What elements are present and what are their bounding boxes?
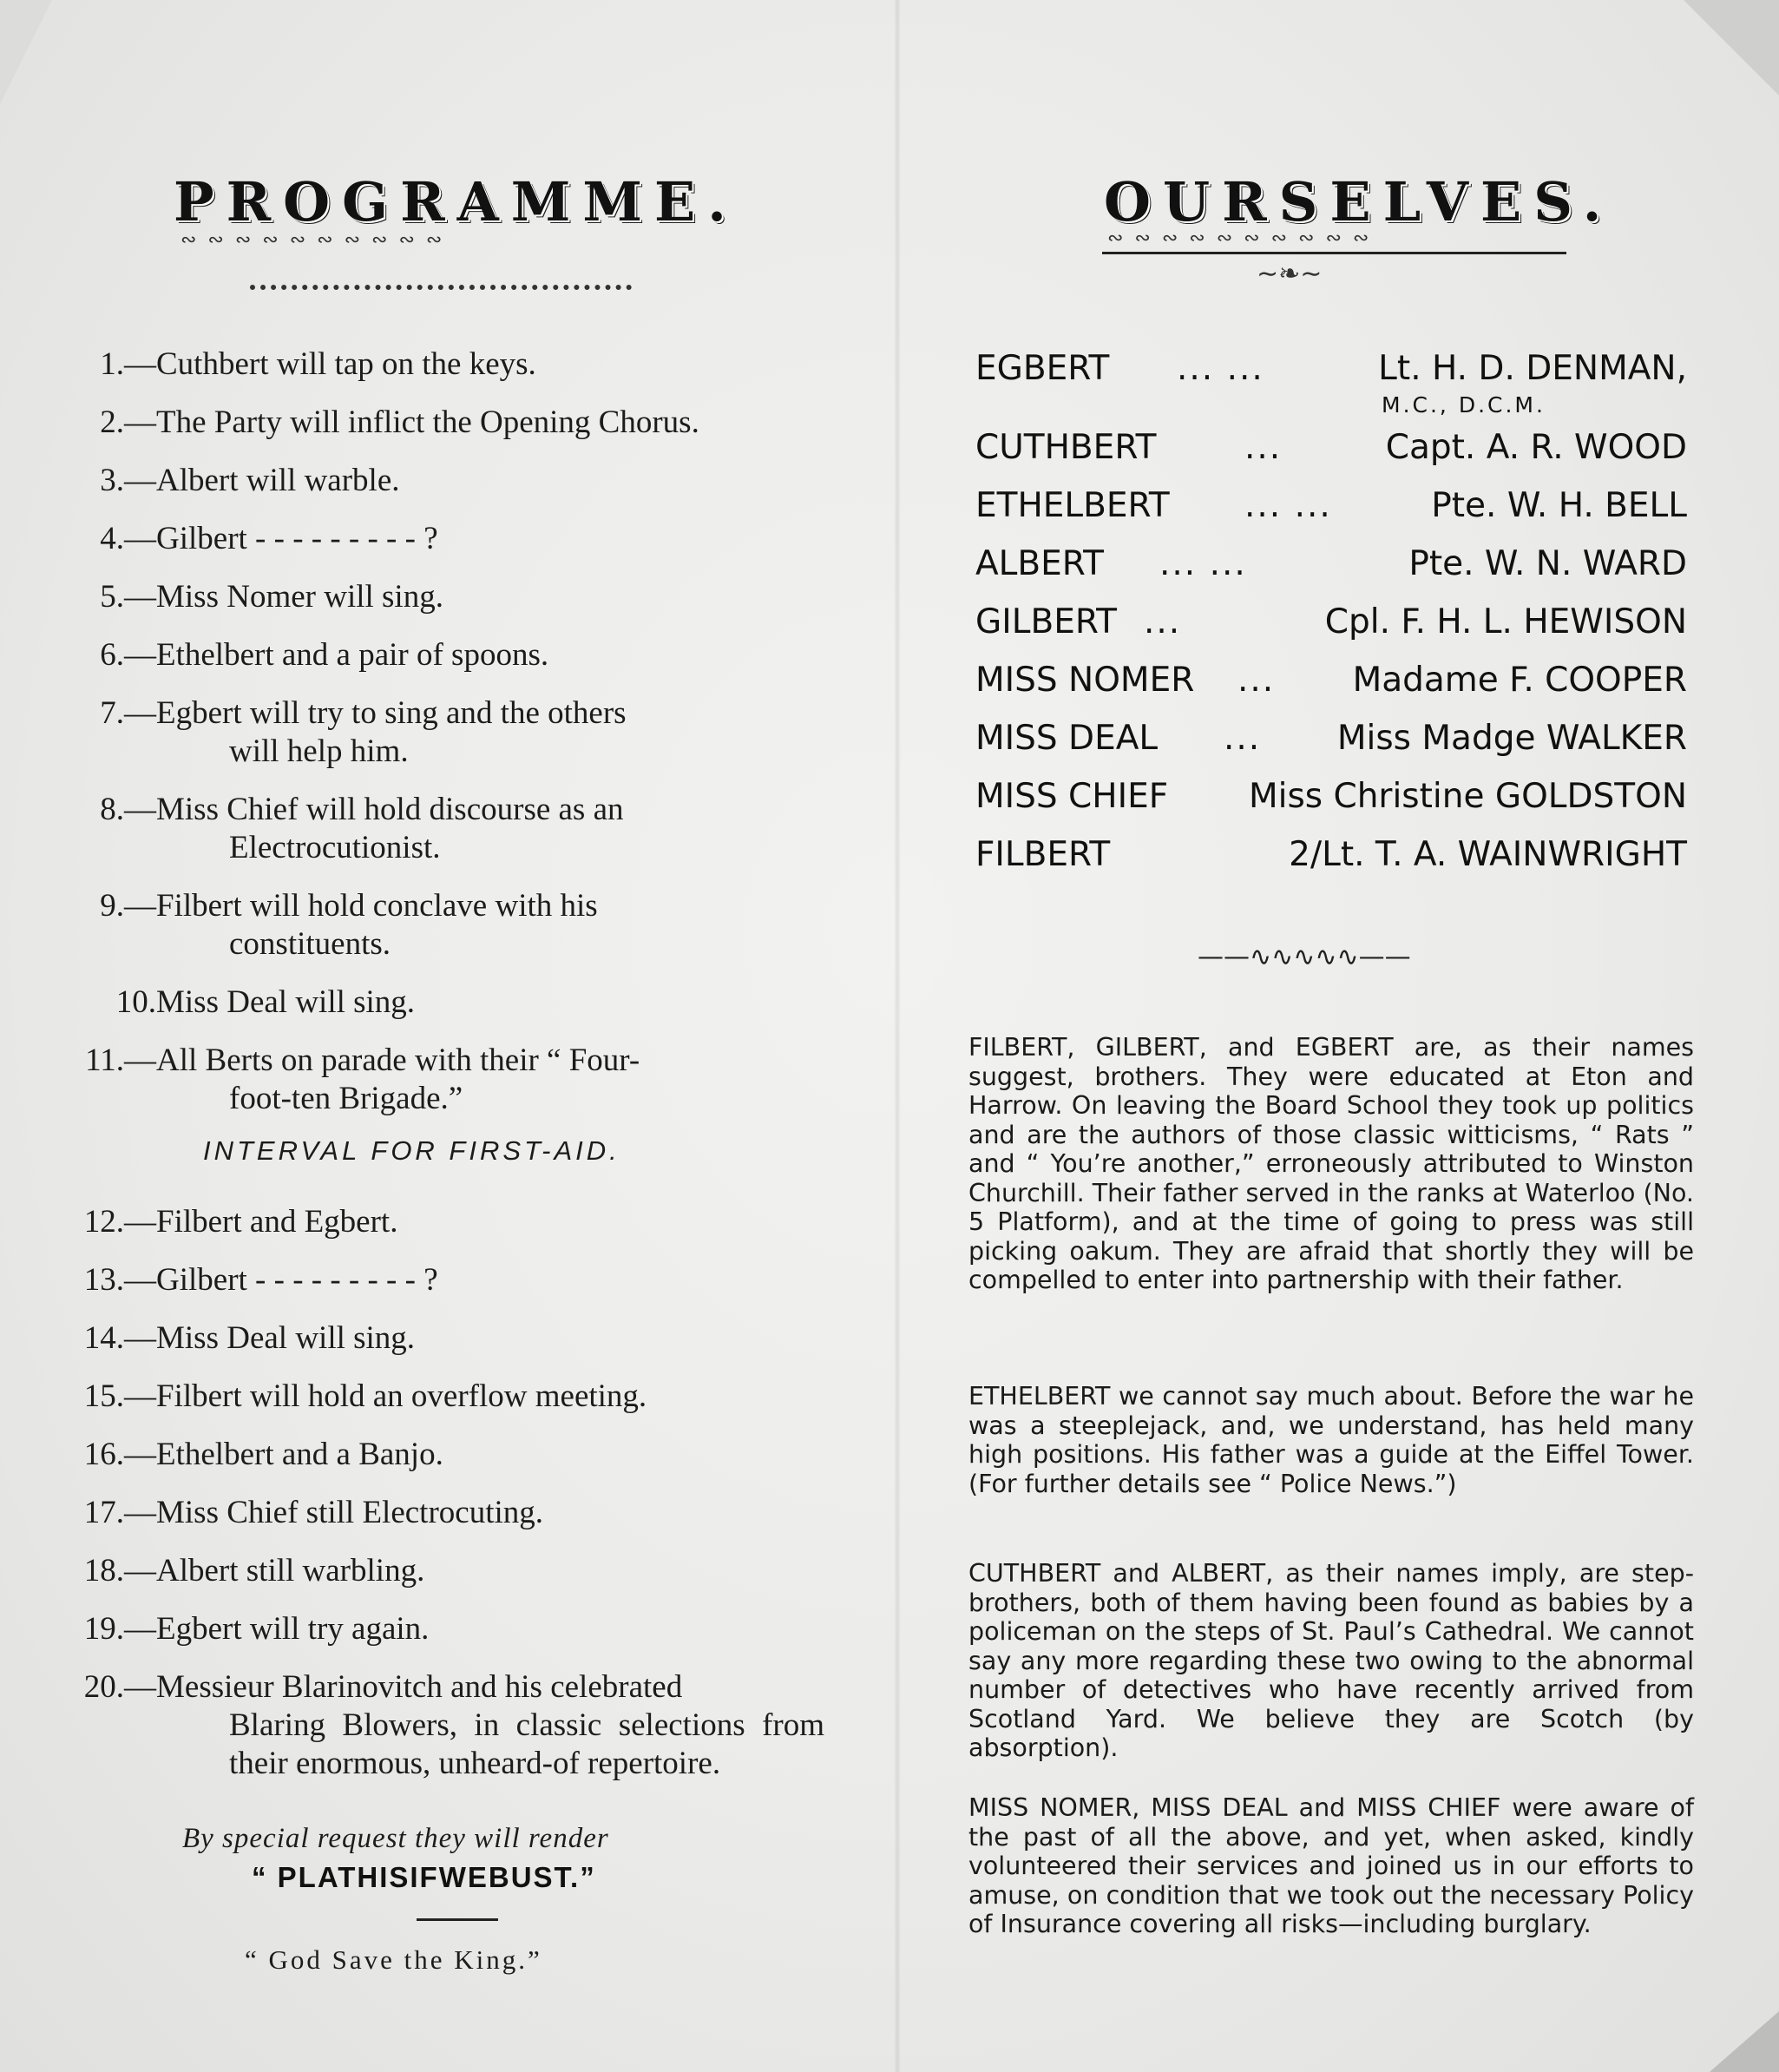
item-line: Messieur Blarinovitch and his celebrated <box>156 1669 683 1705</box>
programme-item <box>61 1042 824 1118</box>
cast-leader: ... ... <box>1177 349 1264 388</box>
cast-leader: ... <box>1244 428 1283 467</box>
song-title: “ PLATHISIFWEBUST.” <box>252 1861 596 1893</box>
cast-role: EGBERT <box>975 349 1110 388</box>
item-number: 9.— <box>100 888 156 924</box>
programme-item <box>61 983 824 1022</box>
item-number: 15.— <box>83 1378 156 1414</box>
cast-actor: Cpl. F. H. L. HEWISON <box>1324 602 1687 641</box>
item-text <box>156 1668 824 1783</box>
short-rule <box>417 1918 498 1921</box>
item-line: All Berts on parade with their “ Four- <box>156 1043 640 1078</box>
item-number: 6.— <box>100 637 156 673</box>
cast-row <box>975 349 1687 407</box>
center-fold <box>894 0 901 2072</box>
item-number: 8.— <box>100 792 156 827</box>
item-number: 17.— <box>83 1495 156 1530</box>
item-number: 4.— <box>100 521 156 556</box>
heading-scroll-ornament-icon: ∾∾∾∾∾∾∾∾∾∾ <box>181 229 454 251</box>
item-line: Miss Nomer will sing. <box>156 579 443 615</box>
item-number: 1.— <box>100 346 156 382</box>
item-line: Albert still warbling. <box>156 1553 425 1589</box>
item-line: Miss Chief will hold discourse as an <box>156 792 624 827</box>
flourish-ornament-icon: ∼❧∼ <box>1257 259 1323 289</box>
cast-list <box>975 349 1687 893</box>
item-line: Filbert and Egbert. <box>156 1204 398 1240</box>
item-line: Gilbert - - - - - - - - - ? <box>156 521 438 556</box>
paragraph-ethelbert: ETHELBERT we cannot say much about. Before the war he was a steeplejack, and, we understand, has held many high positions. His father was a guide at the Eiffel Tower. (For further details see “ Police News.”) <box>968 1382 1694 1498</box>
item-number: 2.— <box>100 405 156 440</box>
cast-role: MISS CHIEF <box>975 777 1169 816</box>
item-line: Ethelbert and a pair of spoons. <box>156 637 549 673</box>
cast-leader: ... ... <box>1244 486 1332 525</box>
item-number: 12.— <box>83 1204 156 1240</box>
item-text <box>156 983 824 1022</box>
paragraph-step-brothers: CUTHBERT and ALBERT, as their names imply, are step-brothers, both of them having been found as babies by a policeman on the steps of St. Paul’s Cathedral. We cannot say any more regarding these two owing to the abnormal number of detectives who have recently arrived from Scotland Yard. We believe they are Scotch (by absorption). <box>968 1559 1694 1762</box>
programme-item <box>61 1378 824 1416</box>
item-text <box>156 1552 824 1590</box>
programme-item <box>61 1668 824 1783</box>
programme-item <box>61 636 824 674</box>
item-line: Miss Chief still Electrocuting. <box>156 1495 544 1530</box>
cast-leader: ... ... <box>1159 544 1247 583</box>
cast-actor: 2/Lt. T. A. WAINWRIGHT <box>1289 835 1687 874</box>
item-number: 14.— <box>83 1320 156 1356</box>
divider-ornament-icon: ——∿∿∿∿∿—— <box>1198 942 1411 972</box>
special-request: By special request they will render <box>182 1823 609 1854</box>
item-text <box>156 1378 824 1416</box>
item-number: 7.— <box>100 695 156 731</box>
honours-note: M.C., D.C.M. <box>1382 392 1546 418</box>
item-continuation: foot-ten Brigade.” <box>229 1081 463 1116</box>
cast-role: ETHELBERT <box>975 486 1170 525</box>
item-text <box>156 1610 824 1648</box>
programme-item <box>61 462 824 500</box>
item-continuation: will help him. <box>229 733 409 769</box>
cast-role: GILBERT <box>975 602 1117 641</box>
programme-item <box>61 1610 824 1648</box>
item-text <box>156 1261 824 1299</box>
programme-item <box>61 345 824 384</box>
cast-actor: Pte. W. N. WARD <box>1408 544 1687 583</box>
item-text <box>156 404 824 442</box>
dotted-rule <box>250 285 632 290</box>
cast-actor: Madame F. COOPER <box>1352 661 1687 700</box>
item-text <box>156 1203 824 1241</box>
item-line: Egbert will try to sing and the others <box>156 695 627 731</box>
programme-item <box>61 1319 824 1358</box>
item-continuation: constituents. <box>229 926 391 962</box>
cast-role: FILBERT <box>975 835 1111 874</box>
cast-actor: Pte. W. H. BELL <box>1431 486 1687 525</box>
programme-list <box>61 345 824 1803</box>
item-number: 20.— <box>83 1669 156 1705</box>
ourselves-heading: OURSELVES. <box>1104 170 1614 234</box>
folded-corner-top-left <box>0 0 52 104</box>
item-line: Gilbert - - - - - - - - - ? <box>156 1262 438 1298</box>
item-text <box>156 694 824 771</box>
item-line: Albert will warble. <box>156 463 400 498</box>
item-line: Cuthbert will tap on the keys. <box>156 346 536 382</box>
item-line: Ethelbert and a Banjo. <box>156 1437 443 1472</box>
cast-row <box>975 661 1687 719</box>
cast-leader: ... <box>1144 602 1182 641</box>
cast-row <box>975 719 1687 777</box>
cast-row <box>975 428 1687 486</box>
item-number: 11.— <box>85 1043 156 1078</box>
cast-row <box>975 486 1687 544</box>
item-number: 18.— <box>83 1553 156 1589</box>
item-text <box>156 520 824 558</box>
item-text <box>156 1436 824 1474</box>
folded-corner-top-right <box>1684 0 1779 95</box>
cast-role: CUTHBERT <box>975 428 1157 467</box>
item-text <box>156 791 824 867</box>
folded-corner-bottom-right <box>1710 2011 1779 2072</box>
item-text <box>156 636 824 674</box>
item-text <box>156 578 824 616</box>
interval-note: INTERVAL FOR FIRST-AID. <box>203 1135 620 1166</box>
cast-role: MISS NOMER <box>975 661 1195 700</box>
item-text <box>156 462 824 500</box>
item-number: 5.— <box>100 579 156 615</box>
item-number: 3.— <box>100 463 156 498</box>
item-text <box>156 887 824 964</box>
item-number: 13.— <box>83 1262 156 1298</box>
programme-item <box>61 1494 824 1532</box>
anthem-line: “ God Save the King.” <box>245 1944 542 1975</box>
item-line: Filbert will hold an overflow meeting. <box>156 1378 647 1414</box>
programme-item <box>61 887 824 964</box>
item-number: 19.— <box>83 1611 156 1647</box>
item-line: Filbert will hold conclave with his <box>156 888 598 924</box>
cast-role: ALBERT <box>975 544 1104 583</box>
cast-row <box>975 544 1687 602</box>
programme-item <box>61 791 824 867</box>
paragraph-brothers: FILBERT, GILBERT, and EGBERT are, as their names suggest, brothers. They were educated at Eton and Harrow. On leaving the Board School they took up politics and are the authors of those classic witticisms, “ Rats ” and “ You’re another,” erroneously attributed to Winston Churchill. Their father served in the ranks at Waterloo (No. 5 Platform), and at the time of going to press was still picking oakum. They are afraid that shortly they will be compelled to enter into partnership with their father. <box>968 1033 1694 1294</box>
cast-row <box>975 835 1687 893</box>
cast-row <box>975 602 1687 661</box>
item-text <box>156 1319 824 1358</box>
item-text <box>156 1042 824 1118</box>
programme-item <box>61 694 824 771</box>
programme-item <box>61 1552 824 1590</box>
programme-item <box>61 1261 824 1299</box>
item-line: Miss Deal will sing. <box>156 984 416 1020</box>
heading-scroll-ornament-icon: ∾∾∾∾∾∾∾∾∾∾ <box>1107 227 1381 249</box>
item-continuation: Blaring Blowers, in classic selections from their enormous, unheard-of repertoire. <box>229 1707 824 1781</box>
cast-leader: ... <box>1237 661 1276 700</box>
cast-actor: Capt. A. R. WOOD <box>1385 428 1687 467</box>
programme-item <box>61 578 824 616</box>
item-text <box>156 1494 824 1532</box>
cast-actor: Miss Madge WALKER <box>1336 719 1687 758</box>
item-line: Miss Deal will sing. <box>156 1320 416 1356</box>
item-line: Egbert will try again. <box>156 1611 430 1647</box>
programme-item <box>61 404 824 442</box>
item-number: 10. <box>115 984 156 1020</box>
item-text <box>156 345 824 384</box>
cast-role: MISS DEAL <box>975 719 1159 758</box>
programme-heading: PROGRAMME. <box>174 170 739 234</box>
cast-actor: Lt. H. D. DENMAN, <box>1378 349 1687 388</box>
item-continuation: Electrocutionist. <box>229 830 441 865</box>
cast-leader: ... <box>1224 719 1262 758</box>
cast-actor: Miss Christine GOLDSTON <box>1248 777 1687 816</box>
heading-rule <box>1102 252 1566 254</box>
programme-item <box>61 1436 824 1474</box>
paragraph-misses: MISS NOMER, MISS DEAL and MISS CHIEF were aware of the past of all the above, and yet, when asked, kindly volunteered their services and joined us in our efforts to amuse, on condition that we took out the necessary Policy of Insurance covering all risks—including burglary. <box>968 1793 1694 1938</box>
item-line: The Party will inflict the Opening Chorus. <box>156 405 699 440</box>
item-number: 16.— <box>83 1437 156 1472</box>
programme-item <box>61 1203 824 1241</box>
programme-item <box>61 520 824 558</box>
cast-row <box>975 777 1687 835</box>
